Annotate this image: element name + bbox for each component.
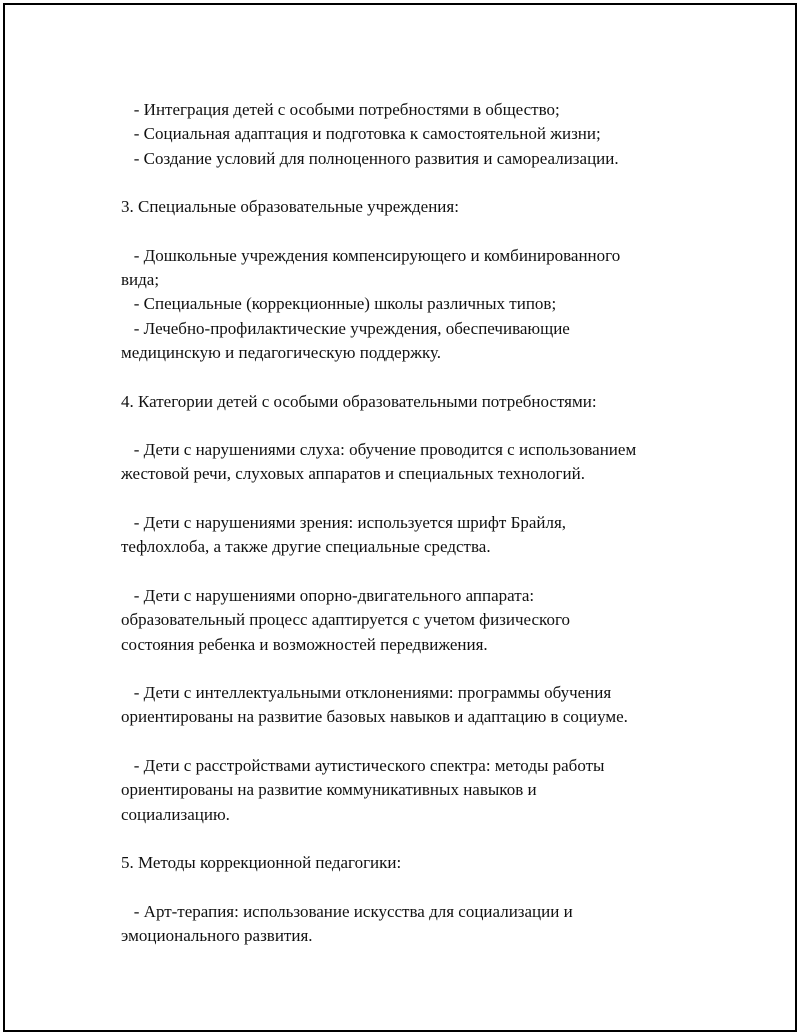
blank-line: [121, 730, 681, 754]
text-line: - Дети с расстройствами аутистического спектра: методы работы: [121, 756, 605, 776]
text-line: тефлохлоба, а также другие специальные средства.: [121, 537, 491, 557]
text-line: - Дети с нарушениями зрения: используется шрифт Брайля,: [121, 513, 567, 533]
text-line: - Арт-терапия: использование искусства для социализации и: [121, 901, 573, 921]
section-heading: 3. Специальные образовательные учреждения:: [121, 197, 459, 217]
blank-line: [121, 171, 681, 195]
text-line: - Интеграция детей с особыми потребностями в общество;: [121, 100, 560, 119]
text-line: - Лечебно-профилактические учреждения, обеспечивающие: [121, 318, 570, 338]
blank-line: [121, 560, 681, 584]
section-heading: 5. Методы коррекционной педагогики:: [121, 853, 402, 873]
blank-line: [121, 219, 681, 243]
section-heading: 4. Категории детей с особыми образовательными потребностями:: [121, 391, 597, 411]
text-line: - Дошкольные учреждения компенсирующего и комбинированного: [121, 245, 621, 265]
text-line: образовательный процесс адаптируется с учетом физического: [121, 610, 571, 630]
text-line: эмоционального развития.: [121, 926, 313, 946]
blank-line: [121, 657, 681, 681]
text-line: состояния ребенка и возможностей передвижения.: [121, 634, 488, 654]
text-line: медицинскую и педагогическую поддержку.: [121, 342, 442, 362]
blank-line: [121, 414, 681, 438]
blank-line: [121, 487, 681, 511]
blank-line: [121, 827, 681, 851]
blank-line: [121, 365, 681, 389]
document-text: [121, 98, 681, 948]
text-line: ориентированы на развитие базовых навыков и адаптацию в социуме.: [121, 707, 628, 727]
text-line: - Дети с интеллектуальными отклонениями: программы обучения: [121, 683, 612, 703]
text-line: - Создание условий для полноценного развития и самореализации.: [121, 148, 619, 168]
text-line: - Социальная адаптация и подготовка к самостоятельной жизни;: [121, 124, 601, 144]
text-line: вида;: [121, 270, 160, 290]
text-line: социализацию.: [121, 804, 230, 824]
document-page: [3, 3, 797, 1032]
text-line: - Специальные (коррекционные) школы различных типов;: [121, 294, 557, 314]
text-line: - Дети с нарушениями опорно-двигательного аппарата:: [121, 585, 535, 605]
text-line: ориентированы на развитие коммуникативных навыков и: [121, 780, 537, 800]
blank-line: [121, 876, 681, 900]
text-line: жестовой речи, слуховых аппаратов и специальных технологий.: [121, 464, 585, 484]
text-line: - Дети с нарушениями слуха: обучение проводится с использованием: [121, 440, 637, 460]
